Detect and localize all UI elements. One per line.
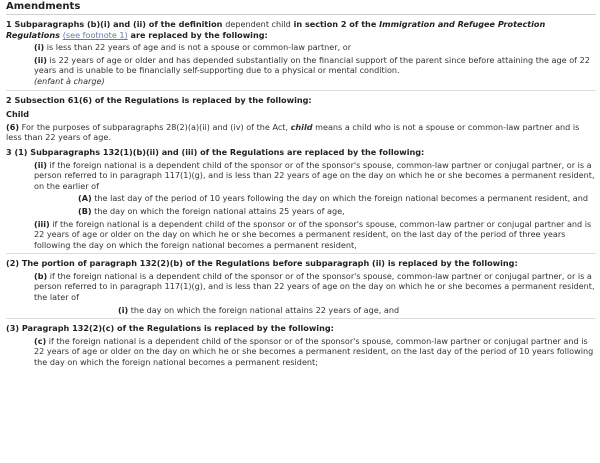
subparagraph-label: (i) bbox=[118, 304, 129, 315]
section-3-3-heading: (3) Paragraph 132(2)(c) of the Regulations is replaced by the following: bbox=[6, 323, 334, 334]
subparagraph-text: is 22 years of age or older and has depended substantially on the financial support of the parent since before attaining the age of 22 years and is unable to be financially self-supporting due to a physical or mental condition. bbox=[34, 54, 590, 76]
section-2-heading: 2 Subsection 61(6) of the Regulations is replaced by the following: bbox=[6, 94, 312, 105]
clause-label: (A) bbox=[78, 193, 92, 204]
section-divider bbox=[6, 90, 596, 91]
subsection-label: (6) bbox=[6, 121, 20, 132]
subparagraph-label: (iii) bbox=[34, 218, 50, 229]
clause-label: (B) bbox=[78, 205, 92, 216]
clause-A bbox=[78, 193, 596, 204]
subparagraph-label: (i) bbox=[34, 42, 45, 53]
section-1-heading bbox=[6, 19, 596, 40]
defined-term-child: child bbox=[290, 121, 313, 132]
french-term-note: (enfant à charge) bbox=[34, 75, 105, 86]
clause-text: the last day of the period of 10 years following the day on which the foreign national becomes a permanent resident, and bbox=[91, 193, 588, 204]
paragraph-text: if the foreign national is a dependent child of the sponsor or of the sponsor's spouse, common-law partner or conjugal partner, or is a person referred to in paragraph 117(1)(g), and is less than 22 years of age on the day on which he or she becomes a permanent resident, the later of bbox=[34, 270, 595, 303]
clause-text: the day on which the foreign national attains 25 years of age, bbox=[91, 205, 345, 216]
subparagraph-text: if the foreign national is a dependent child of the sponsor or of the sponsor's spouse, common-law partner or conjugal partner and is 22 years of age or older on the day on which he or she becomes a permanent resident, on the last day of the period of three years following the day on which the foreign national becomes a permanent resident, bbox=[34, 218, 592, 250]
subparagraph-label: (ii) bbox=[34, 159, 47, 170]
section-divider bbox=[6, 318, 596, 319]
subsection-text-b: means a child who is not a spouse or common-law partner and is less than 22 years of age. bbox=[6, 121, 580, 143]
subparagraph-1-i bbox=[34, 42, 596, 53]
subparagraph-3-ii bbox=[34, 160, 596, 192]
clause-B bbox=[78, 206, 596, 217]
page-title: Amendments bbox=[6, 1, 596, 15]
paragraph-b bbox=[34, 271, 596, 303]
subparagraph-b-i bbox=[118, 305, 596, 316]
section-1-term: dependent child bbox=[225, 19, 291, 29]
section-1-title-c: in section 2 of the bbox=[290, 19, 380, 29]
subsection-6 bbox=[6, 122, 596, 143]
section-3-2-heading: (2) The portion of paragraph 132(2)(b) of the Regulations before subparagraph (ii) is replaced by the following: bbox=[6, 258, 518, 269]
section-divider bbox=[6, 253, 596, 254]
paragraph-label: (c) bbox=[34, 335, 47, 346]
paragraph-text: if the foreign national is a dependent child of the sponsor or of the sponsor's spouse, common-law partner or conjugal partner and is 22 years of age or older on the day on which he or she becomes a permanent resident, on the last day of the period of 10 years following the day on which the foreign national becomes a permanent resident; bbox=[34, 335, 594, 368]
section-1-regulations-name: Immigration and Refugee Protection Regulations bbox=[6, 19, 546, 40]
section-1-title-f: are replaced by the following: bbox=[127, 29, 268, 40]
section-3-1-heading: 3 (1) Subparagraphs 132(1)(b)(ii) and (iii) of the Regulations are replaced by the following: bbox=[6, 146, 425, 157]
paragraph-label: (b) bbox=[34, 270, 48, 281]
subparagraph-text: if the foreign national is a dependent child of the sponsor or of the sponsor's spouse, common-law partner or conjugal partner, or is a person referred to in paragraph 117(1)(g), and is less than 22 years of age on the day on which he or she becomes a permanent resident, on the earlier of bbox=[34, 159, 595, 191]
section-2-subheading: Child bbox=[6, 109, 30, 120]
section-1-title-a: 1 Subparagraphs (b)(i) and (ii) of the definition bbox=[6, 19, 226, 29]
subparagraph-3-iii bbox=[34, 219, 596, 251]
paragraph-c bbox=[34, 336, 596, 368]
subsection-text-a: For the purposes of subparagraphs 28(2)(a)(ii) and (iv) of the Act, bbox=[19, 121, 291, 132]
footnote-link[interactable]: (see footnote 1) bbox=[62, 29, 128, 40]
subparagraph-label: (ii) bbox=[34, 54, 47, 65]
subparagraph-text: is less than 22 years of age and is not a spouse or common-law partner, or bbox=[44, 42, 352, 53]
subparagraph-1-ii bbox=[34, 55, 596, 87]
subparagraph-text: the day on which the foreign national attains 22 years of age, and bbox=[128, 304, 400, 315]
